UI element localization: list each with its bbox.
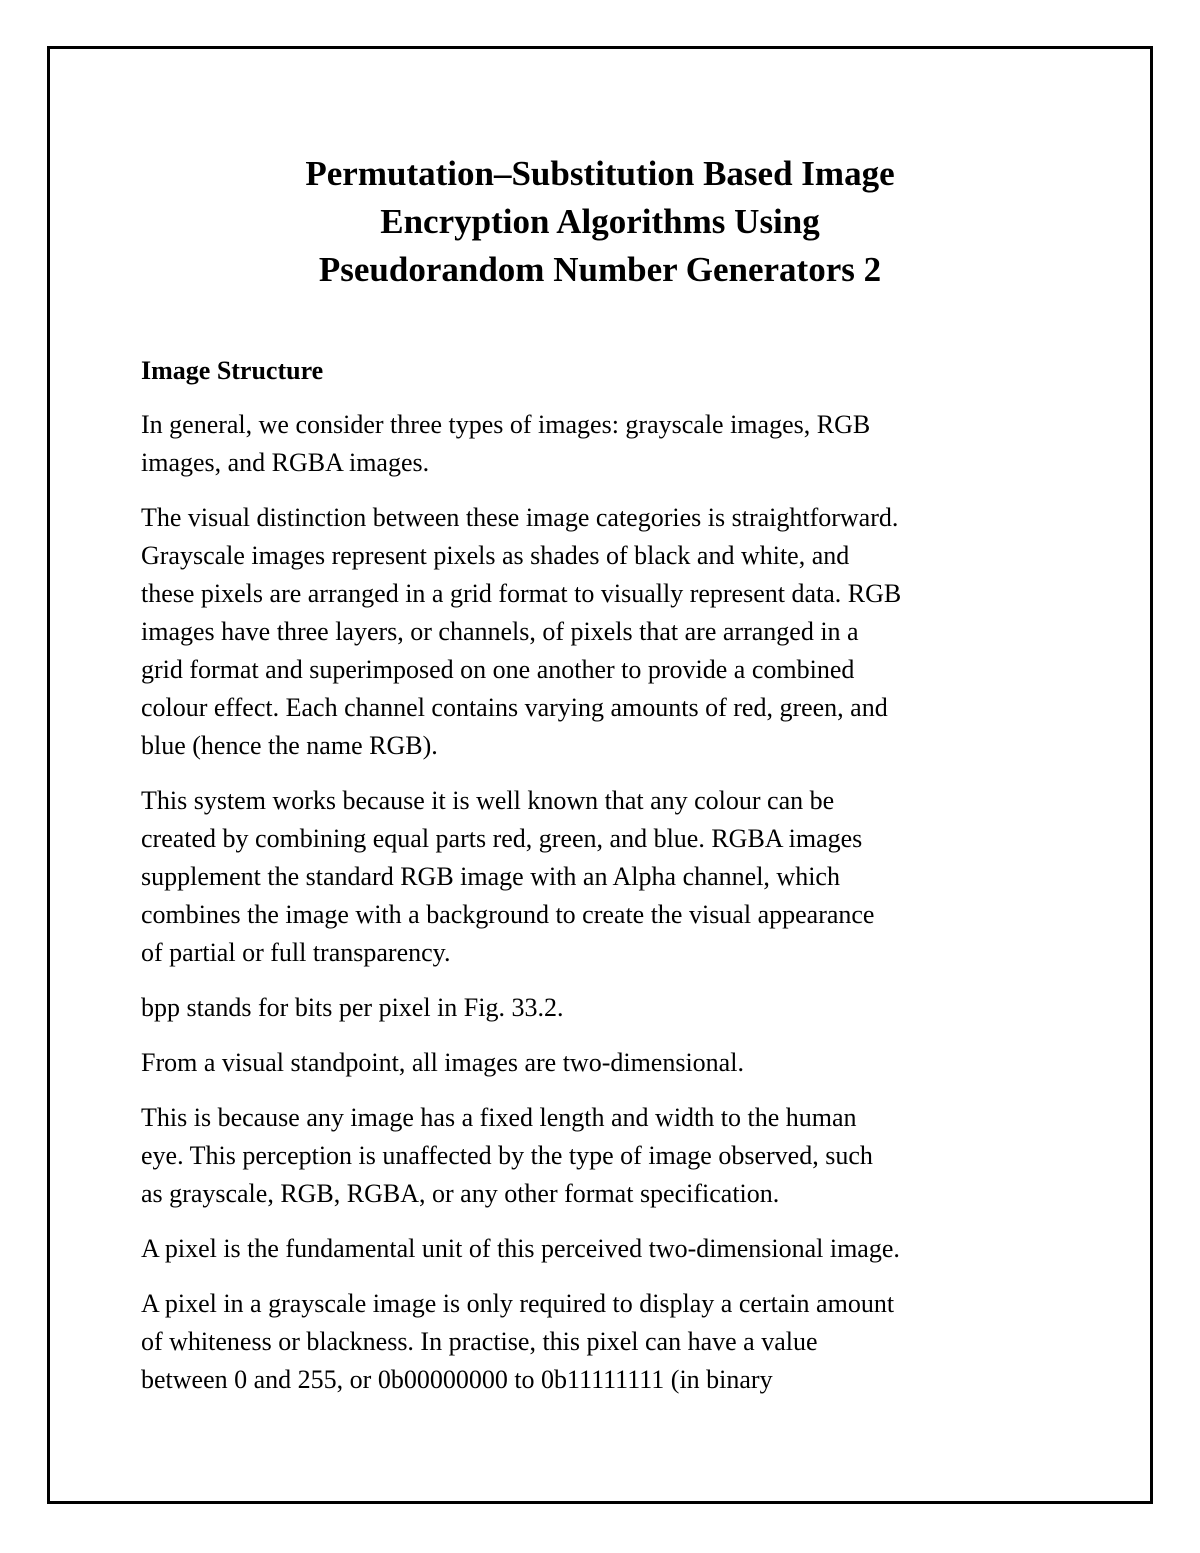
text-line: In general, we consider three types of images: grayscale images, RGB [141,410,871,439]
paragraph-visual-distinction [141,499,1081,765]
paragraph-rgba [141,782,1081,972]
text-line: of partial or full transparency. [141,938,451,967]
title-line: Pseudorandom Number Generators 2 [318,250,882,289]
text-line: images, and RGBA images. [141,448,430,477]
text-line: these pixels are arranged in a grid format to visually represent data. RGB [141,579,902,608]
paragraph-pixel-unit [141,1230,1081,1268]
text-line: created by combining equal parts red, green, and blue. RGBA images [141,824,863,853]
document-title [0,150,1200,294]
title-line: Encryption Algorithms Using [380,202,820,241]
text-line: colour effect. Each channel contains varying amounts of red, green, and [141,693,888,722]
paragraph-perception [141,1099,1081,1213]
text-line: A pixel is the fundamental unit of this perceived two-dimensional image. [141,1234,900,1263]
paragraph-two-dimensional [141,1044,1081,1082]
section-heading: Image Structure [141,356,324,385]
text-line: bpp stands for bits per pixel in Fig. 33.2. [141,993,564,1022]
text-line: supplement the standard RGB image with an Alpha channel, which [141,862,840,891]
document-body [141,352,1081,1416]
text-line: Grayscale images represent pixels as shades of black and white, and [141,541,850,570]
text-line: From a visual standpoint, all images are two-dimensional. [141,1048,744,1077]
text-line: images have three layers, or channels, of pixels that are arranged in a [141,617,859,646]
paragraph-grayscale-pixel [141,1285,1081,1399]
title-line: Permutation–Substitution Based Image [305,154,895,193]
text-line: between 0 and 255, or 0b00000000 to 0b11111111 (in binary [141,1365,773,1394]
text-line: blue (hence the name RGB). [141,731,438,760]
text-line: This is because any image has a fixed length and width to the human [141,1103,857,1132]
text-line: A pixel in a grayscale image is only required to display a certain amount [141,1289,895,1318]
text-line: as grayscale, RGB, RGBA, or any other format specification. [141,1179,780,1208]
text-line: This system works because it is well known that any colour can be [141,786,835,815]
paragraph-bpp [141,989,1081,1027]
text-line: grid format and superimposed on one another to provide a combined [141,655,855,684]
text-line: combines the image with a background to create the visual appearance [141,900,875,929]
text-line: The visual distinction between these image categories is straightforward. [141,503,899,532]
text-line: eye. This perception is unaffected by the type of image observed, such [141,1141,873,1170]
text-line: of whiteness or blackness. In practise, this pixel can have a value [141,1327,818,1356]
paragraph-image-types [141,406,1081,482]
